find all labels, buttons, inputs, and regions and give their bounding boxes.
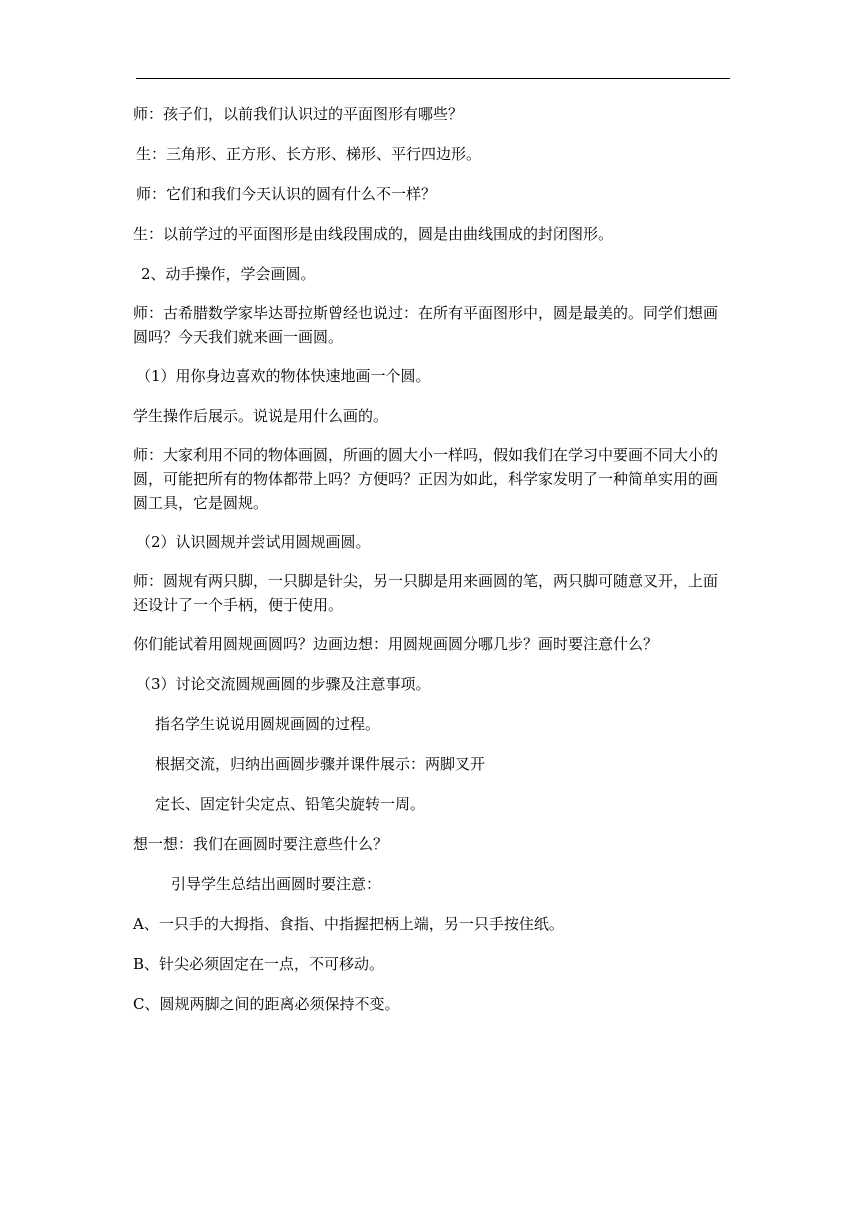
list-item-a: A、一只手的大拇指、食指、中指握把柄上端，另一只手按住纸。 (133, 915, 564, 933)
paragraph-summary-steps-cont: 定长、固定针尖定点、铅笔尖旋转一周。 (155, 795, 426, 813)
list-item-c: C、圆规两脚之间的距离必须保持不变。 (133, 995, 400, 1013)
step-heading-1: （1）用你身边喜欢的物体快速地画一个圆。 (136, 367, 431, 385)
paragraph-teacher-compass-parts: 师：圆规有两只脚，一只脚是针尖，另一只脚是用来画圆的笔，两只脚可随意叉开，上面还设计了一个手柄，便于使用。 (133, 572, 719, 614)
paragraph-teacher-question-difference: 师：它们和我们今天认识的圆有什么不一样？ (136, 185, 437, 203)
header-rule (136, 78, 730, 79)
paragraph-guide-summary: 引导学生总结出画圆时要注意： (171, 875, 382, 893)
paragraph-teacher-question-shapes: 师：孩子们，以前我们认识过的平面图形有哪些？ (133, 105, 464, 123)
document-body (133, 101, 731, 1031)
paragraph-student-answer-difference: 生：以前学过的平面图形是由线段围成的，圆是由曲线围成的封闭图形。 (133, 225, 614, 243)
paragraph-teacher-compass-intro: 师：大家利用不同的物体画圆，所画的圆大小一样吗，假如我们在学习中要画不同大小的圆，可能把所有的物体都带上吗？方便吗？正因为如此，科学家发明了一种简单实用的画圆工具，它是圆规。 (133, 446, 719, 512)
section-heading-hands-on: 2、动手操作，学会画圆。 (141, 265, 316, 283)
paragraph-think: 想一想：我们在画圆时要注意些什么？ (133, 835, 389, 853)
list-item-b: B、针尖必须固定在一点，不可移动。 (133, 955, 385, 973)
paragraph-summary-steps: 根据交流，归纳出画圆步骤并课件展示：两脚叉开 (155, 755, 486, 773)
step-heading-3: （3）讨论交流圆规画圆的步骤及注意事项。 (136, 675, 431, 693)
paragraph-student-answer-shapes: 生：三角形、正方形、长方形、梯形、平行四边形。 (136, 145, 482, 163)
paragraph-student-process: 指名学生说说用圆规画圆的过程。 (155, 715, 381, 733)
paragraph-teacher-pythagoras: 师：古希腊数学家毕达哥拉斯曾经也说过：在所有平面图形中，圆是最美的。同学们想画圆吗？今天我们就来画一画圆。 (133, 304, 719, 346)
paragraph-try-compass: 你们能试着用圆规画圆吗？边画边想：用圆规画圆分哪几步？画时要注意什么？ (133, 635, 659, 653)
paragraph-student-demo: 学生操作后展示。说说是用什么画的。 (133, 407, 389, 425)
step-heading-2: （2）认识圆规并尝试用圆规画圆。 (136, 533, 371, 551)
